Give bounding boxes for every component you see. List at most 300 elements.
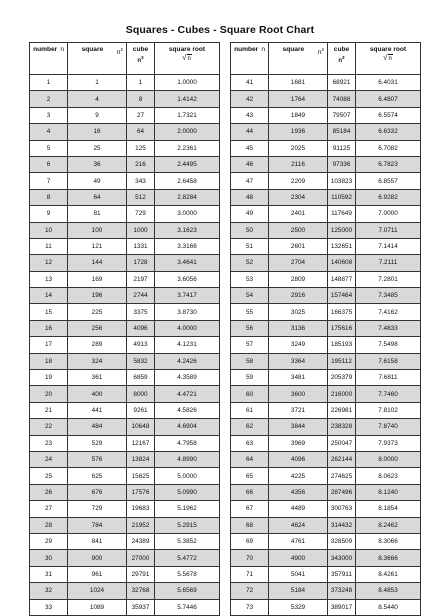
cell-square-root: 7.7460 [356, 386, 421, 402]
cell-cube: 17576 [127, 484, 155, 500]
cell-cube: 10648 [127, 419, 155, 435]
table-row [231, 124, 421, 140]
table-row [30, 484, 220, 500]
cell-square-root: 4.3589 [155, 370, 220, 386]
cell-cube: 8000 [127, 386, 155, 402]
cell-cube: 74088 [328, 91, 356, 107]
cell-square: 2704 [269, 255, 328, 271]
table-row [231, 255, 421, 271]
cell-square-root: 2.6458 [155, 173, 220, 189]
cell-square: 529 [68, 435, 127, 451]
cell-square: 2500 [269, 222, 328, 238]
header-row [30, 43, 220, 75]
cell-cube: 195112 [328, 353, 356, 369]
cell-square-root: 4.2426 [155, 353, 220, 369]
cell-square-root: 8.3666 [356, 550, 421, 566]
header-number [30, 43, 68, 75]
cell-number: 43 [231, 107, 269, 123]
cell-cube: 97336 [328, 156, 356, 172]
table-row [231, 140, 421, 156]
cell-cube: 35937 [127, 599, 155, 615]
cell-cube: 205379 [328, 370, 356, 386]
cell-cube: 175616 [328, 320, 356, 336]
cell-cube: 185193 [328, 337, 356, 353]
cell-square-root: 8.0000 [356, 451, 421, 467]
cell-cube: 157464 [328, 288, 356, 304]
cell-square: 64 [68, 189, 127, 205]
header-cube-label: cube [132, 46, 149, 53]
cell-square: 3969 [269, 435, 328, 451]
cell-square-root: 7.6811 [356, 370, 421, 386]
cell-number: 66 [231, 484, 269, 500]
cell-cube: 389017 [328, 599, 356, 615]
table-row [231, 107, 421, 123]
cell-cube: 216 [127, 156, 155, 172]
cell-square-root: 3.7417 [155, 288, 220, 304]
table-row [231, 304, 421, 320]
cell-number: 67 [231, 501, 269, 517]
cell-number: 23 [30, 435, 68, 451]
table-row [30, 533, 220, 549]
table-row [231, 517, 421, 533]
cell-square-root: 8.4261 [356, 566, 421, 582]
cell-cube: 64 [127, 124, 155, 140]
cell-cube: 287496 [328, 484, 356, 500]
cell-square: 3481 [269, 370, 328, 386]
table-row [231, 320, 421, 336]
cell-square-root: 8.5440 [356, 599, 421, 615]
header-number-n: n [261, 46, 265, 53]
table-row [231, 353, 421, 369]
cell-number: 22 [30, 419, 68, 435]
table-row [231, 501, 421, 517]
cell-square: 5184 [269, 583, 328, 599]
cell-square-root: 3.4641 [155, 255, 220, 271]
table-row [231, 435, 421, 451]
table-row [30, 271, 220, 287]
cell-number: 30 [30, 550, 68, 566]
cell-cube: 314432 [328, 517, 356, 533]
table-row [30, 435, 220, 451]
cell-square: 625 [68, 468, 127, 484]
cell-cube: 110592 [328, 189, 356, 205]
left-table [29, 42, 220, 616]
cell-cube: 3375 [127, 304, 155, 320]
header-square-n: $n^2$ [317, 47, 324, 57]
cell-square: 49 [68, 173, 127, 189]
header-cube-label: cube [333, 46, 350, 53]
cell-number: 24 [30, 451, 68, 467]
cell-square-root: 8.4853 [356, 583, 421, 599]
cell-number: 3 [30, 107, 68, 123]
cell-cube: 125000 [328, 222, 356, 238]
cell-number: 26 [30, 484, 68, 500]
table-row [30, 288, 220, 304]
cell-square: 1024 [68, 583, 127, 599]
cell-square-root: 5.2915 [155, 517, 220, 533]
cell-cube: 15625 [127, 468, 155, 484]
cell-cube: 343000 [328, 550, 356, 566]
cell-square: 1764 [269, 91, 328, 107]
table-row [231, 419, 421, 435]
cell-number: 68 [231, 517, 269, 533]
header-cube [127, 43, 155, 75]
cell-cube: 250047 [328, 435, 356, 451]
cell-square: 484 [68, 419, 127, 435]
table-row [30, 583, 220, 599]
table-row [30, 517, 220, 533]
cell-square-root: 6.4031 [356, 75, 421, 91]
table-row [231, 337, 421, 353]
cell-square: 81 [68, 206, 127, 222]
cell-square: 361 [68, 370, 127, 386]
cell-square: 2116 [269, 156, 328, 172]
table-row [30, 173, 220, 189]
cell-number: 16 [30, 320, 68, 336]
cell-square-root: 4.5826 [155, 402, 220, 418]
cell-number: 62 [231, 419, 269, 435]
cell-number: 14 [30, 288, 68, 304]
cell-square: 5041 [269, 566, 328, 582]
header-square-label: square [81, 46, 104, 53]
cell-cube: 373248 [328, 583, 356, 599]
cell-number: 54 [231, 288, 269, 304]
cell-cube: 103823 [328, 173, 356, 189]
cell-cube: 21952 [127, 517, 155, 533]
table-row [30, 304, 220, 320]
cell-number: 41 [231, 75, 269, 91]
cell-cube: 729 [127, 206, 155, 222]
cell-square-root: 4.0000 [155, 320, 220, 336]
cell-square-root: 5.7446 [155, 599, 220, 615]
cell-square: 2209 [269, 173, 328, 189]
cell-number: 63 [231, 435, 269, 451]
table-row [30, 255, 220, 271]
cell-number: 50 [231, 222, 269, 238]
cell-square-root: 7.2111 [356, 255, 421, 271]
cell-square-root: 4.4721 [155, 386, 220, 402]
cell-square: 841 [68, 533, 127, 549]
cell-square-root: 4.8990 [155, 451, 220, 467]
cell-number: 6 [30, 156, 68, 172]
cell-square: 1681 [269, 75, 328, 91]
cell-square: 2304 [269, 189, 328, 205]
left-table-body [30, 75, 220, 616]
cell-square-root: 8.3066 [356, 533, 421, 549]
cell-square-root: 3.8730 [155, 304, 220, 320]
cell-cube: 166375 [328, 304, 356, 320]
cell-square: 16 [68, 124, 127, 140]
cell-number: 44 [231, 124, 269, 140]
cell-square: 324 [68, 353, 127, 369]
cell-square-root: 7.0711 [356, 222, 421, 238]
table-row [231, 156, 421, 172]
cell-square: 2601 [269, 238, 328, 254]
header-square-label: square [282, 46, 305, 53]
header-number-label: number [234, 46, 259, 53]
cell-square: 3600 [269, 386, 328, 402]
cell-number: 45 [231, 140, 269, 156]
cell-number: 11 [30, 238, 68, 254]
cell-square-root: 2.4495 [155, 156, 220, 172]
table-row [30, 353, 220, 369]
table-row [30, 451, 220, 467]
cell-cube: 91125 [328, 140, 356, 156]
cell-square: 196 [68, 288, 127, 304]
cell-square-root: 5.0990 [155, 484, 220, 500]
cell-cube: 13824 [127, 451, 155, 467]
table-row [231, 451, 421, 467]
cell-square-root: 7.6158 [356, 353, 421, 369]
table-row [30, 124, 220, 140]
cell-number: 65 [231, 468, 269, 484]
cell-square-root: 5.0000 [155, 468, 220, 484]
cell-cube: 85184 [328, 124, 356, 140]
cell-number: 51 [231, 238, 269, 254]
table-row [231, 173, 421, 189]
cell-square: 4761 [269, 533, 328, 549]
table-row [30, 75, 220, 91]
cell-square: 3721 [269, 402, 328, 418]
table-row [231, 238, 421, 254]
page-title: Squares - Cubes - Square Root Chart [125, 24, 315, 36]
table-row [30, 386, 220, 402]
header-cube-n: $n^3$ [338, 55, 345, 64]
cell-square: 2025 [269, 140, 328, 156]
table-row [30, 370, 220, 386]
cell-number: 1 [30, 75, 68, 91]
cell-cube: 29791 [127, 566, 155, 582]
table-row [231, 271, 421, 287]
cell-cube: 8 [127, 91, 155, 107]
right-table [230, 42, 421, 616]
cell-square-root: 6.7082 [356, 140, 421, 156]
cell-number: 9 [30, 206, 68, 222]
cell-square: 100 [68, 222, 127, 238]
cell-number: 72 [231, 583, 269, 599]
cell-square: 4 [68, 91, 127, 107]
cell-square-root: 2.8284 [155, 189, 220, 205]
table-row [231, 386, 421, 402]
header-sqrt-formula: √n [182, 53, 191, 62]
cell-number: 60 [231, 386, 269, 402]
sqrt-symbol: √ [182, 53, 187, 62]
cell-number: 18 [30, 353, 68, 369]
cell-cube: 238328 [328, 419, 356, 435]
cell-square-root: 1.7321 [155, 107, 220, 123]
cell-cube: 328509 [328, 533, 356, 549]
table-row [231, 91, 421, 107]
cell-square: 4900 [269, 550, 328, 566]
cell-number: 73 [231, 599, 269, 615]
cell-cube: 24389 [127, 533, 155, 549]
cell-square-root: 6.9282 [356, 189, 421, 205]
cell-square-root: 6.6332 [356, 124, 421, 140]
cell-cube: 5832 [127, 353, 155, 369]
cell-number: 21 [30, 402, 68, 418]
cell-square-root: 7.0000 [356, 206, 421, 222]
cell-square: 729 [68, 501, 127, 517]
sqrt-symbol: √ [383, 53, 388, 62]
cell-square-root: 1.0000 [155, 75, 220, 91]
header-square [269, 43, 328, 75]
table-row [30, 550, 220, 566]
cell-number: 46 [231, 156, 269, 172]
cell-number: 10 [30, 222, 68, 238]
cell-square-root: 4.6904 [155, 419, 220, 435]
table-row [231, 370, 421, 386]
cell-square: 1936 [269, 124, 328, 140]
cell-cube: 132651 [328, 238, 356, 254]
cell-square: 3249 [269, 337, 328, 353]
header-row [231, 43, 421, 75]
table-row [231, 222, 421, 238]
header-sqrt-label: square root [369, 46, 407, 53]
table-row [231, 468, 421, 484]
cell-square: 144 [68, 255, 127, 271]
cell-number: 64 [231, 451, 269, 467]
table-row [30, 91, 220, 107]
cell-square: 1 [68, 75, 127, 91]
cell-square-root: 6.7823 [356, 156, 421, 172]
cell-number: 19 [30, 370, 68, 386]
cell-square-root: 5.3852 [155, 533, 220, 549]
cell-cube: 300763 [328, 501, 356, 517]
table-row [30, 107, 220, 123]
table-row [30, 419, 220, 435]
cell-cube: 357911 [328, 566, 356, 582]
cell-number: 27 [30, 501, 68, 517]
cell-square: 441 [68, 402, 127, 418]
cell-cube: 68921 [328, 75, 356, 91]
cell-number: 25 [30, 468, 68, 484]
cell-number: 12 [30, 255, 68, 271]
table-row [30, 468, 220, 484]
cell-square: 2916 [269, 288, 328, 304]
table-row [231, 533, 421, 549]
cell-square: 4489 [269, 501, 328, 517]
cell-square-root: 8.1240 [356, 484, 421, 500]
header-number-n: n [60, 46, 64, 53]
cell-square-root: 7.1414 [356, 238, 421, 254]
cell-cube: 2744 [127, 288, 155, 304]
cell-number: 56 [231, 320, 269, 336]
cell-cube: 216000 [328, 386, 356, 402]
cell-number: 69 [231, 533, 269, 549]
cell-square-root: 7.5498 [356, 337, 421, 353]
cell-number: 57 [231, 337, 269, 353]
cell-square: 1849 [269, 107, 328, 123]
cell-square: 3136 [269, 320, 328, 336]
cell-square: 4096 [269, 451, 328, 467]
cell-square: 400 [68, 386, 127, 402]
cell-cube: 274625 [328, 468, 356, 484]
cell-square: 9 [68, 107, 127, 123]
cell-square: 900 [68, 550, 127, 566]
cell-square-root: 5.1962 [155, 501, 220, 517]
table-row [30, 337, 220, 353]
table-row [231, 599, 421, 615]
cell-number: 49 [231, 206, 269, 222]
cell-number: 53 [231, 271, 269, 287]
cell-square: 225 [68, 304, 127, 320]
cell-square-root: 7.4162 [356, 304, 421, 320]
cell-square-root: 8.2462 [356, 517, 421, 533]
cell-square: 676 [68, 484, 127, 500]
table-row [231, 583, 421, 599]
cell-number: 17 [30, 337, 68, 353]
cell-square: 2401 [269, 206, 328, 222]
cell-cube: 32768 [127, 583, 155, 599]
cell-cube: 27000 [127, 550, 155, 566]
cell-square-root: 7.3485 [356, 288, 421, 304]
cell-square-root: 3.6056 [155, 271, 220, 287]
cell-square-root: 2.2361 [155, 140, 220, 156]
cell-number: 32 [30, 583, 68, 599]
cell-square: 1089 [68, 599, 127, 615]
cell-square: 121 [68, 238, 127, 254]
cell-cube: 4096 [127, 320, 155, 336]
cell-cube: 9261 [127, 402, 155, 418]
cell-number: 48 [231, 189, 269, 205]
table-row [30, 189, 220, 205]
table-row [231, 484, 421, 500]
cell-square-root: 1.4142 [155, 91, 220, 107]
table-row [30, 206, 220, 222]
cell-cube: 19683 [127, 501, 155, 517]
table-row [231, 402, 421, 418]
cell-cube: 12167 [127, 435, 155, 451]
cell-number: 58 [231, 353, 269, 369]
table-row [30, 501, 220, 517]
cell-cube: 343 [127, 173, 155, 189]
cell-square: 3364 [269, 353, 328, 369]
table-row [231, 206, 421, 222]
cell-cube: 27 [127, 107, 155, 123]
cell-square-root: 6.5574 [356, 107, 421, 123]
header-sqrt [155, 43, 220, 75]
cell-number: 29 [30, 533, 68, 549]
table-row [231, 550, 421, 566]
cell-square-root: 7.2801 [356, 271, 421, 287]
cell-cube: 148877 [328, 271, 356, 287]
cell-cube: 226981 [328, 402, 356, 418]
cell-square: 2809 [269, 271, 328, 287]
cell-square-root: 6.4807 [356, 91, 421, 107]
cell-square-root: 8.0623 [356, 468, 421, 484]
cell-square-root: 4.1231 [155, 337, 220, 353]
cell-square-root: 5.6569 [155, 583, 220, 599]
header-number [231, 43, 269, 75]
right-table-body [231, 75, 421, 616]
cell-square: 169 [68, 271, 127, 287]
cell-square-root: 6.8557 [356, 173, 421, 189]
header-cube-n: $n^3$ [137, 55, 144, 64]
cell-number: 15 [30, 304, 68, 320]
header-square [68, 43, 127, 75]
cell-cube: 125 [127, 140, 155, 156]
cell-number: 71 [231, 566, 269, 582]
cell-square-root: 5.4772 [155, 550, 220, 566]
cell-cube: 140608 [328, 255, 356, 271]
cell-cube: 6859 [127, 370, 155, 386]
cell-cube: 1728 [127, 255, 155, 271]
cell-square: 4356 [269, 484, 328, 500]
header-cube [328, 43, 356, 75]
cell-square: 961 [68, 566, 127, 582]
cell-square-root: 4.7958 [155, 435, 220, 451]
cell-number: 13 [30, 271, 68, 287]
